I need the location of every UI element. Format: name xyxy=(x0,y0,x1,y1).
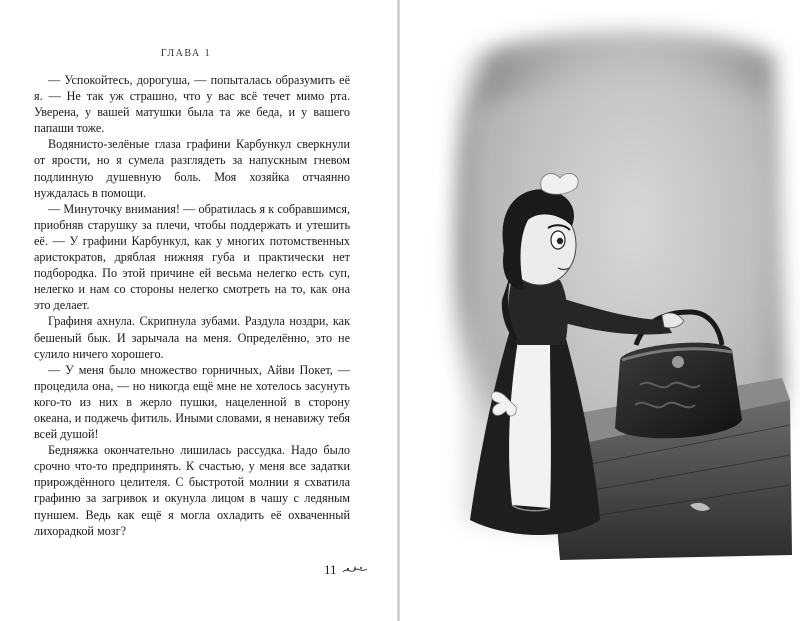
paragraph: — У меня было множество горничных, Айви Покет, — процедила она, — но никогда ещё мне не хотелось засунуть кого-то из них в жерло пушки, нацеленной в сторону океана, и поджечь фитиль. Иными словами, я ненавижу тебя всей душой! xyxy=(34,362,350,442)
ornament-icon xyxy=(342,564,368,576)
left-page xyxy=(0,0,398,621)
page-footer xyxy=(324,562,368,578)
page-number: 11 xyxy=(324,562,337,577)
paragraph: Бедняжка окончательно лишилась рассудка. Надо было срочно что-то предпринять. К счастью, у меня все задатки прирождённого целителя. С быстротой молнии я схватила графиню за загривок и окунула лицом в чашу с ледяным пуншем. Ведь как ещё я могла охладить её охваченный лихорадкой мозг? xyxy=(34,443,350,538)
running-header: ГЛАВА 1 xyxy=(160,48,212,59)
paragraph: — Успокойтесь, дорогуша, — попыталась образумить её я. — Не так уж страшно, что у вас всё течет мимо рта. Уверена, у вашей матушки была та же беда, и у вашего папаши тоже. xyxy=(34,73,350,136)
paragraph: Графиня ахнула. Скрипнула зубами. Раздула ноздри, как бешеный бык. И зарычала на меня. Определённо, это не сулило ничего хорошего. xyxy=(34,314,350,361)
paragraph: Водянисто-зелёные глаза графини Карбункул сверкнули от ярости, но я сумела разглядеть за напускным гневом подлинную душевную боль. Моя хозяйка отчаянно нуждалась в помощи. xyxy=(34,137,350,200)
illustration xyxy=(400,0,800,621)
body-text xyxy=(34,72,350,539)
paragraph: — Минуточку внимания! — обратилась я к собравшимся, приобняв старушку за плечи, чтобы поддержать и утешить её. — У графини Карбункул, как у многих потомственных аристократов, дряблая нижняя губа и практически нет подбородка. По этой причине ей весьма нелегко есть суп, нелегко и нам со стороны нелегко смотреть на то, как она это делает. xyxy=(34,201,350,313)
right-page xyxy=(400,0,800,621)
